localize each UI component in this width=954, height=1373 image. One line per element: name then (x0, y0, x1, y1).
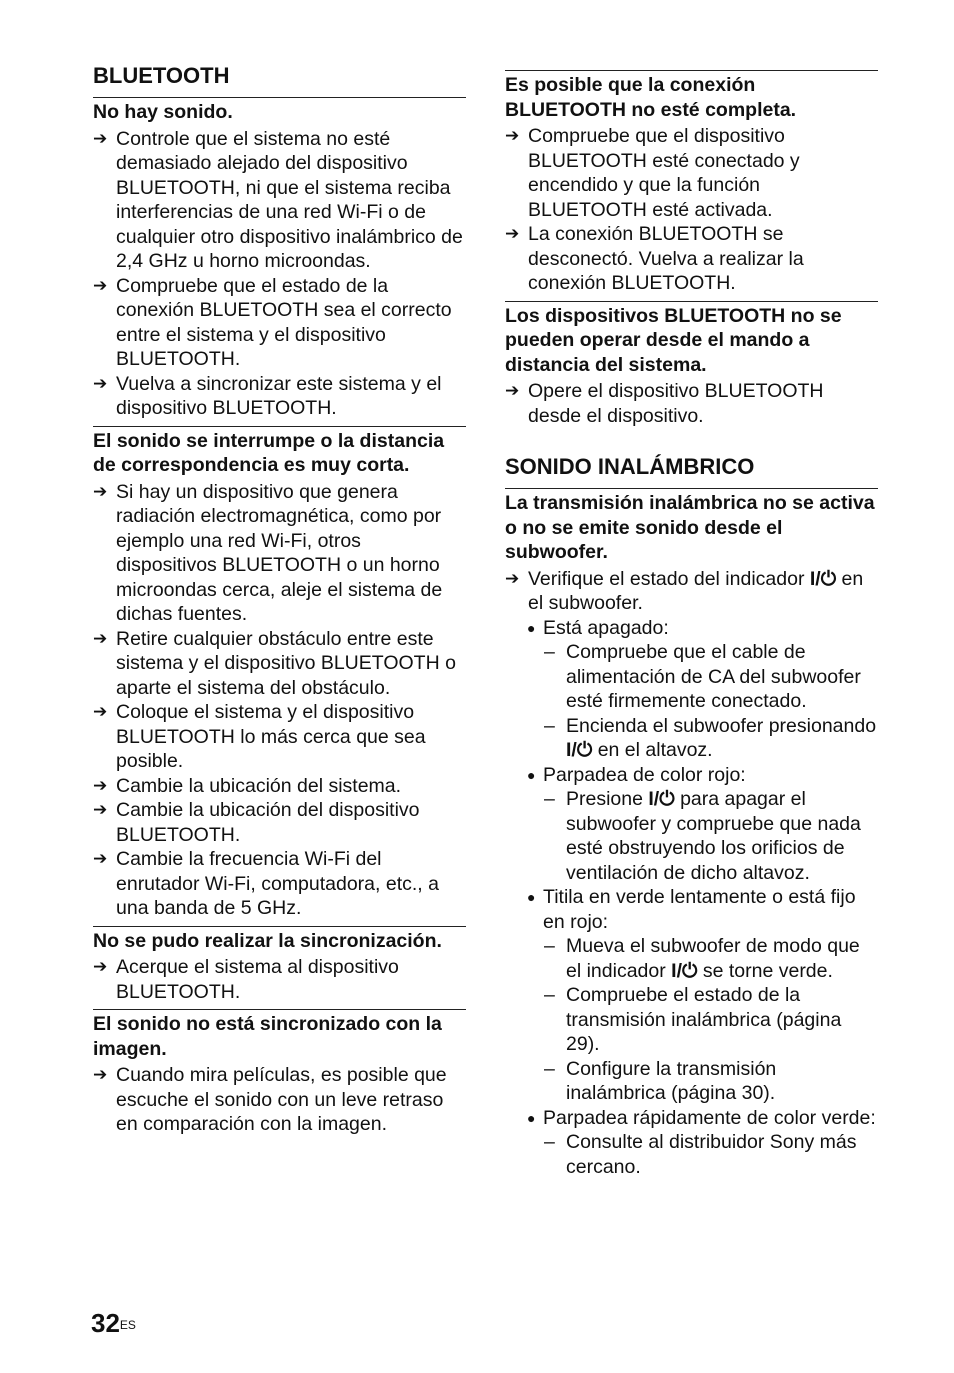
trouble-block-wireless-transmission (505, 488, 878, 1179)
dash-icon: – (544, 641, 555, 663)
arrow-icon: ➔ (505, 568, 520, 588)
list-item: ➔ Cambie la ubicación del sistema. (93, 774, 402, 797)
bullet-icon: ● (527, 1109, 536, 1126)
step-item: – Compruebe que el cable de alimentación de CA del subwoofer esté firmemente conectado. (544, 641, 861, 712)
list-item: ➔ Coloque el sistema y el dispositivo BLUETOOTH lo más cerca que sea posible. (93, 701, 426, 772)
dash-icon: – (544, 714, 555, 737)
list-item: ➔ La conexión BLUETOOTH se desconectó. Vuelva a realizar la conexión BLUETOOTH. (505, 223, 804, 294)
arrow-icon: ➔ (93, 957, 108, 976)
block-title: El sonido se interrumpe o la distancia de correspondencia es muy corta. (93, 429, 445, 476)
power-icon: I/⏻ (648, 788, 675, 810)
dash-icon: – (544, 1131, 555, 1153)
arrow-icon: ➔ (505, 224, 520, 243)
power-icon: I/⏻ (566, 739, 593, 761)
arrow-icon: ➔ (93, 702, 108, 721)
arrow-icon: ➔ (93, 775, 108, 795)
block-title: No se pudo realizar la sincronización. (93, 929, 442, 952)
step-item: – Consulte al distribuidor Sony más cercano. (544, 1131, 857, 1178)
arrow-icon: ➔ (505, 381, 520, 400)
block-title: Los dispositivos BLUETOOTH no se pueden operar desde el mando a distancia del sistema. (505, 304, 842, 376)
list-item: ➔ Compruebe que el dispositivo BLUETOOTH esté conectado y encendido y que la función BLUETOOTH esté activada. (505, 125, 800, 221)
block-title: La transmisión inalámbrica no se activa o no se emite sonido desde el subwoofer. (505, 492, 875, 563)
left-column (93, 60, 466, 1142)
arrow-icon: ➔ (93, 849, 108, 868)
power-icon: I/⏻ (671, 959, 698, 982)
trouble-block-connection-incomplete (505, 70, 878, 296)
arrow-icon: ➔ (93, 1065, 108, 1084)
step-item: – Encienda el subwoofer presionando I/⏻ en el altavoz. (544, 714, 877, 761)
right-column (505, 60, 878, 1184)
list-item: ➔ Controle que el sistema no esté demasiado alejado del dispositivo BLUETOOTH, ni que el sistema reciba interferencias de una red Wi-Fi o de cualquier otro dispositivo inalámbrico de 2,4 GHz u horno microondas. (93, 127, 463, 272)
status-item: ● Titila en verde lentamente o está fijo en rojo: (527, 886, 856, 933)
section-title-wireless-sound: SONIDO INALÁMBRICO (505, 454, 755, 479)
trouble-block-remote-not-working (505, 301, 878, 429)
arrow-icon: ➔ (505, 126, 520, 145)
trouble-block-pairing-failed (93, 926, 466, 1005)
list-item: ➔ Cuando mira películas, es posible que escuche el sonido con un leve retraso en comparación con la imagen. (93, 1064, 447, 1135)
dash-icon: – (544, 788, 555, 810)
trouble-block-sound-not-synced (93, 1009, 466, 1137)
dash-icon: – (544, 984, 555, 1006)
section-title-bluetooth: BLUETOOTH (93, 63, 230, 88)
bullet-icon: ● (527, 889, 536, 905)
power-icon: I/⏻ (809, 567, 837, 590)
list-item: ➔ Si hay un dispositivo que genera radiación electromagnética, como por ejemplo una red Wi-Fi, otros dispositivos BLUETOOTH o un horno microondas cerca, aleje el sistema de dichas fuentes. (93, 480, 443, 625)
list-item: ➔ Verifique el estado del indicador I/⏻ en el subwoofer. (505, 567, 864, 614)
list-item: ➔ Vuelva a sincronizar este sistema y el dispositivo BLUETOOTH. (93, 372, 442, 419)
bullet-icon: ● (527, 619, 536, 636)
arrow-icon: ➔ (93, 275, 108, 295)
block-title: Es posible que la conexión BLUETOOTH no esté completa. (505, 74, 797, 121)
block-title: El sonido no está sincronizado con la imagen. (93, 1013, 442, 1060)
status-item: ● Parpadea de color rojo: (527, 763, 746, 786)
step-item: – Configure la transmisión inalámbrica (página 30). (544, 1057, 777, 1104)
step-item: – Presione I/⏻ para apagar el subwoofer y compruebe que nada esté obstruyendo los orificios de ventilación de dicho altavoz. (544, 788, 861, 884)
dash-icon: – (544, 1057, 555, 1080)
list-item: ➔ Cambie la frecuencia Wi-Fi del enrutador Wi-Fi, computadora, etc., a una banda de 5 GHz. (93, 848, 439, 919)
block-title: No hay sonido. (93, 101, 233, 123)
page-number: $32^{ES}$ (91, 1308, 136, 1338)
trouble-block-no-sound (93, 97, 466, 421)
step-item: – Mueva el subwoofer de modo que el indicador I/⏻ se torne verde. (544, 935, 860, 982)
arrow-icon: ➔ (93, 373, 108, 393)
status-item: ● Parpadea rápidamente de color verde: (527, 1106, 876, 1129)
list-item: ➔ Cambie la ubicación del dispositivo BLUETOOTH. (93, 799, 420, 846)
list-item: ➔ Compruebe que el estado de la conexión BLUETOOTH sea el correcto entre el sistema y el dispositivo BLUETOOTH. (93, 274, 452, 370)
status-item: ● Está apagado: (527, 616, 669, 639)
step-item: – Compruebe el estado de la transmisión inalámbrica (página 29). (544, 984, 842, 1055)
list-item: ➔ Acerque el sistema al dispositivo BLUETOOTH. (93, 956, 399, 1003)
language-code: ES (119, 1318, 136, 1332)
arrow-icon: ➔ (93, 628, 108, 648)
list-item: ➔ Opere el dispositivo BLUETOOTH desde el dispositivo. (505, 380, 824, 427)
bullet-icon: ● (527, 766, 536, 783)
arrow-icon: ➔ (93, 481, 108, 501)
list-item: ➔ Retire cualquier obstáculo entre este sistema y el dispositivo BLUETOOTH o aparte el sistema del obstáculo. (93, 627, 456, 699)
dash-icon: – (544, 935, 555, 957)
arrow-icon: ➔ (93, 128, 108, 148)
arrow-icon: ➔ (93, 800, 108, 819)
trouble-block-sound-interrupted (93, 426, 466, 921)
section-spacer (505, 433, 878, 451)
